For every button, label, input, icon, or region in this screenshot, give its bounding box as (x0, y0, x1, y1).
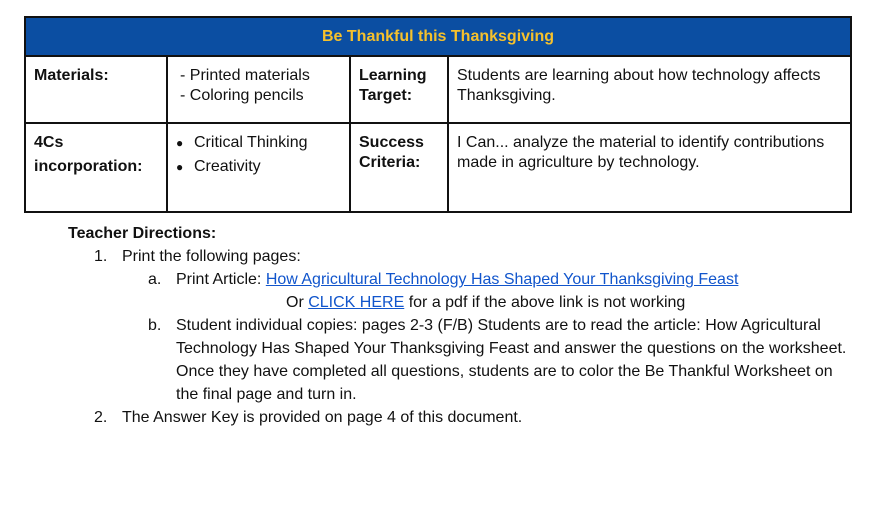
step-text: The Answer Key is provided on page 4 of this document. (122, 409, 523, 426)
fourcs-label-line2: incorporation: (34, 158, 143, 175)
table-title: Be Thankful this Thanksgiving (25, 17, 851, 56)
fourcs-label (25, 123, 167, 212)
alt-link-line (68, 291, 858, 314)
lesson-info-table (24, 16, 852, 213)
list-item: ● Critical Thinking (176, 133, 341, 153)
learning-target-label-line2: Target: (359, 87, 413, 104)
sub-step-letter: a. (148, 271, 162, 288)
success-criteria-text: I Can... analyze the material to identify contributions made in agriculture by technology. (448, 123, 851, 212)
materials-cell (167, 56, 350, 123)
learning-target-label (350, 56, 448, 123)
learning-target-text: Students are learning about how technology affects Thanksgiving. (448, 56, 851, 123)
sub-step-text: Student individual copies: pages 2-3 (F/B) Students are to read the article: How Agricultural Technology Has Shaped Your Thanksgiving Feast and answer the questions on the worksheet. Once they have completed all questions, students are to color the Be Thankful Worksheet on the final page and turn in. (176, 317, 847, 403)
learning-target-label-line1: Learning (359, 67, 427, 84)
success-criteria-label (350, 123, 448, 212)
fourcs-label-line1: 4Cs (34, 134, 64, 151)
sub-step-letter: b. (148, 317, 162, 334)
article-link[interactable]: How Agricultural Technology Has Shaped Your Thanksgiving Feast (265, 271, 739, 288)
success-label-line2: Criteria: (359, 154, 421, 171)
fourcs-cell (167, 123, 350, 212)
step-2 (68, 406, 858, 429)
step-text: Print the following pages: (122, 248, 301, 265)
materials-label: Materials: (25, 56, 167, 123)
list-item: - Printed materials (180, 66, 341, 86)
pdf-link[interactable]: CLICK HERE (308, 294, 405, 311)
sub-step-text: Print Article: (176, 271, 266, 288)
directions-heading: Teacher Directions: (68, 225, 217, 242)
sub-step-a (68, 268, 858, 291)
materials-list (176, 66, 341, 106)
sub-step-b (68, 314, 858, 406)
list-item: - Coloring pencils (180, 86, 341, 106)
fourcs-list (176, 133, 341, 177)
alt-suffix: for a pdf if the above link is not working (404, 294, 686, 311)
list-item: ● Creativity (176, 157, 341, 177)
teacher-directions (68, 222, 858, 429)
step-1 (68, 245, 858, 268)
success-label-line1: Success (359, 134, 424, 151)
step-number: 2. (94, 409, 108, 426)
alt-prefix: Or (286, 294, 309, 311)
step-number: 1. (94, 248, 108, 265)
